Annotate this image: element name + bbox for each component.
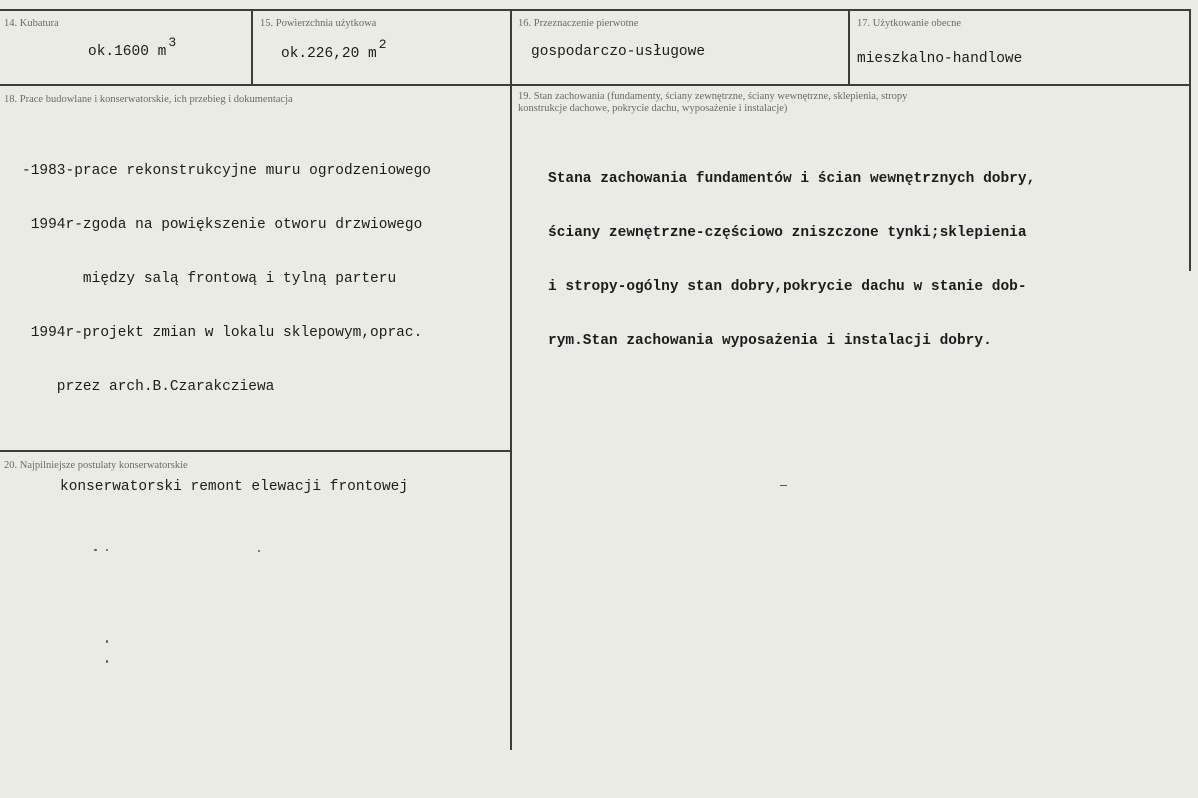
stan-line: Stana zachowania fundamentów i ścian wewnętrznych dobry, — [548, 171, 1036, 187]
powierzchnia-label: 15. Powierzchnia użytkowa — [260, 18, 377, 29]
kubatura-value — [88, 35, 177, 61]
paper-speck — [106, 549, 108, 551]
prace-label: 18. Prace budowlane i konserwatorskie, ich przebieg i dokumentacja — [4, 94, 293, 105]
przeznaczenie-value: gospodarczo-usługowe — [531, 44, 706, 60]
right-border — [1189, 9, 1191, 271]
row-divider-2 — [0, 450, 512, 452]
kubatura-number: ok.1600 m — [88, 44, 167, 60]
przeznaczenie-label: 16. Przeznaczenie pierwotne — [518, 18, 639, 29]
prace-line: 1994r-zgoda na powiększenie otworu drzwiowego — [22, 217, 423, 233]
prace-list — [22, 126, 431, 432]
paper-speck — [106, 640, 108, 643]
powierzchnia-value — [281, 37, 387, 63]
prace-line: 1994r-projekt zmian w lokalu sklepowym,oprac. — [22, 325, 423, 341]
stan-line: rym.Stan zachowania wyposażenia i instalacji dobry. — [548, 333, 992, 349]
row-divider-1 — [0, 84, 1190, 86]
paper-speck — [258, 550, 260, 552]
prace-line: -1983-prace rekonstrukcyjne muru ogrodzeniowego — [22, 163, 431, 179]
powierzchnia-exponent: 2 — [378, 37, 387, 52]
kubatura-exponent: 3 — [168, 35, 177, 50]
paper-speck — [106, 660, 108, 663]
prace-line: przez arch.B.Czarakcziewa — [22, 379, 275, 395]
postulaty-label: 20. Najpilniejsze postulaty konserwatorskie — [4, 460, 188, 471]
powierzchnia-number: ok.226,20 m — [281, 46, 377, 62]
stan-text — [548, 134, 1035, 386]
top-border — [0, 9, 1190, 11]
col-divider-3 — [848, 10, 850, 86]
stan-line: i stropy-ogólny stan dobry,pokrycie dachu w stanie dob- — [548, 279, 1027, 295]
uzytkowanie-value: mieszkalno-handlowe — [857, 51, 1023, 67]
kubatura-label: 14. Kubatura — [4, 18, 59, 29]
prace-line: między salą frontową i tylną parteru — [22, 271, 397, 287]
uzytkowanie-label: 17. Użytkowanie obecne — [857, 18, 962, 29]
paper-speck — [780, 485, 787, 486]
postulaty-value: konserwatorski remont elewacji frontowej — [60, 479, 409, 495]
stan-label-line: konstrukcje dachowe, pokrycie dachu, wyposażenie i instalacje) — [518, 103, 788, 114]
stan-line: ściany zewnętrzne-częściowo zniszczone tynki;sklepienia — [548, 225, 1027, 241]
col-divider-2 — [510, 10, 512, 750]
col-divider-1 — [251, 10, 253, 86]
stan-label — [518, 91, 907, 115]
stan-label-line: 19. Stan zachowania (fundamenty, ściany zewnętrzne, ściany wewnętrzne, sklepienia, stropy — [518, 91, 908, 102]
paper-speck — [94, 549, 97, 551]
